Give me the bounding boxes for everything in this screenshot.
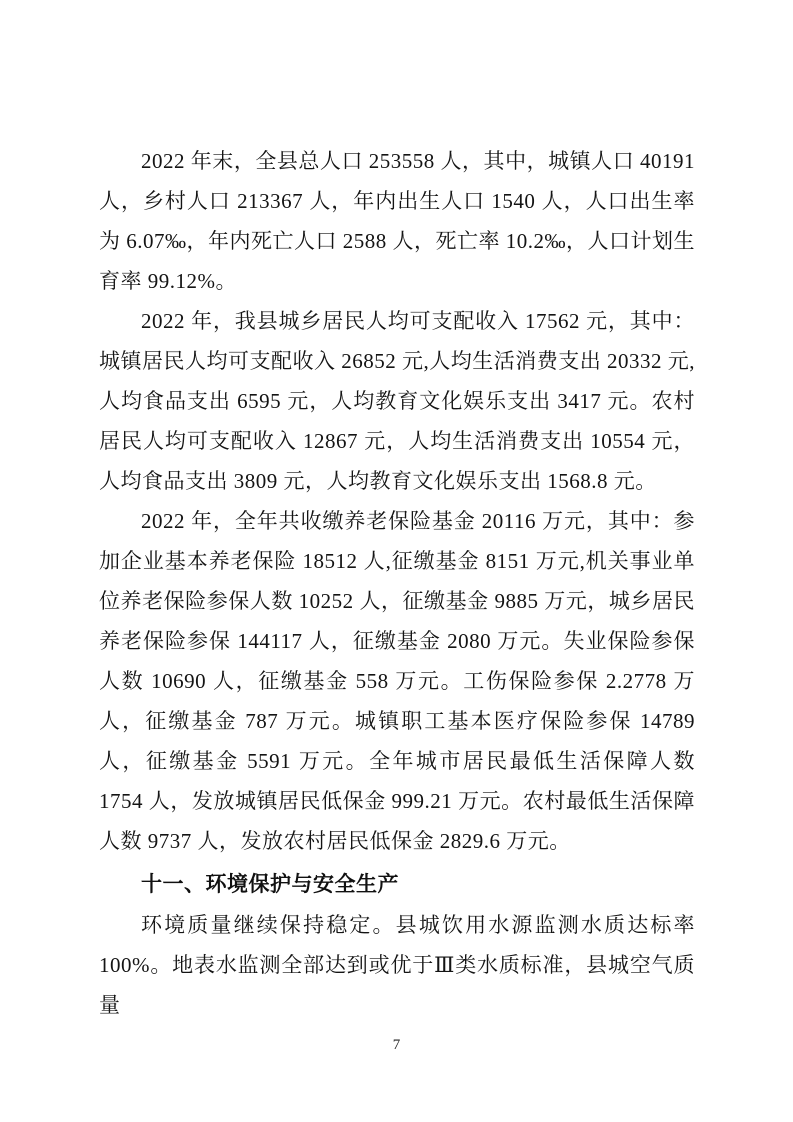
section-heading-environment-safety: 十一、环境保护与安全生产 [141, 873, 399, 896]
paragraph-social-insurance: 2022 年，全年共收缴养老保险基金 20116 万元，其中：参加企业基本养老保险 18512 人,征缴基金 8151 万元,机关事业单位养老保险参保人数 10252 人，征缴基金 9885 万元，城乡居民养老保险参保 144117 人，征缴基金 2080 万元。失业保险参保人数 10690 人，征缴基金 558 万元。工伤保险参保 2.2778 万人，征缴基金 787 万元。城镇职工基本医疗保险参保 14789 人，征缴基金 5591 万元。全年城市居民最低生活保障人数 1754 人，发放城镇居民低保金 999.21 万元。农村最低生活保障人数 9737 人，发放农村居民低保金 2829.6 万元。 [99, 509, 695, 853]
paragraph-population: 2022 年末，全县总人口 253558 人，其中，城镇人口 40191 人，乡村人口 213367 人，年内出生人口 1540 人，人口出生率为 6.07‰，年内死亡人口 2588 人，死亡率 10.2‰，人口计划生育率 99.12%。 [99, 149, 695, 293]
paragraph-environment-quality: 环境质量继续保持稳定。县城饮用水源监测水质达标率 100%。地表水监测全部达到或优于Ⅲ类水质标准，县城空气质量 [99, 913, 695, 1017]
paragraph-resident-income: 2022 年，我县城乡居民人均可支配收入 17562 元，其中：城镇居民人均可支配收入 26852 元,人均生活消费支出 20332 元,人均食品支出 6595 元，人均教育文化娱乐支出 3417 元。农村居民人均可支配收入 12867 元，人均生活消费支出 10554 元，人均食品支出 3809 元，人均教育文化娱乐支出 1568.8 元。 [99, 309, 695, 493]
document-body [99, 141, 695, 1025]
page-number: 7 [392, 1037, 401, 1053]
